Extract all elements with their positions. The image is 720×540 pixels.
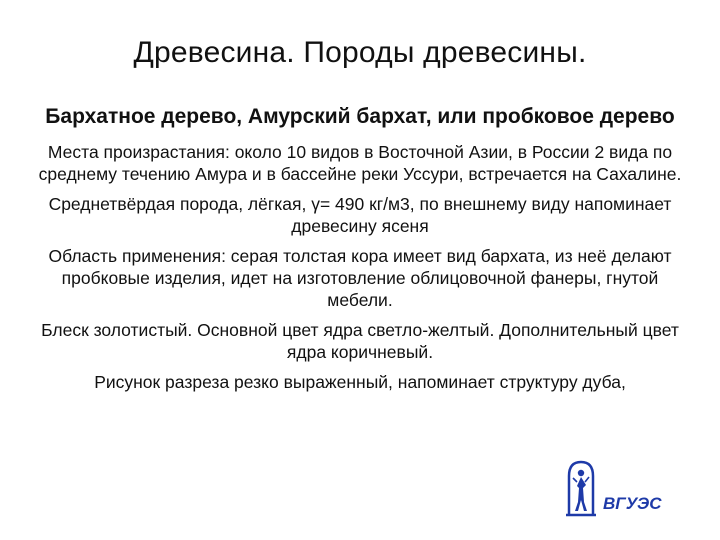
paragraph-luster-color: Блеск золотистый. Основной цвет ядра светло-желтый. Дополнительный цвет ядра коричневый.	[41, 320, 679, 362]
paragraph-density: Среднетвёрдая порода, лёгкая, γ= 490 кг/м3, по внешнему виду напоминает древесину ясеня	[48, 194, 672, 236]
slide-subtitle: Бархатное дерево, Амурский бархат, или пробковое дерево	[45, 105, 675, 128]
paragraph-application: Область применения: серая толстая кора имеет вид бархата, из неё делают пробковые изделия, идет на изготовление облицовочной фанеры, гнутой мебели.	[48, 246, 672, 310]
slide-title: Древесина. Породы древесины.	[133, 36, 587, 69]
logo-text: ВГУЭС	[603, 494, 662, 513]
university-logo	[563, 458, 673, 518]
paragraph-habitat: Места произрастания: около 10 видов в Восточной Азии, в России 2 вида по среднему течению Амура и в бассейне реки Уссури, встречается на Сахалине.	[38, 142, 682, 184]
university-emblem-icon	[563, 458, 673, 518]
slide-body	[30, 103, 690, 401]
paragraph-pattern: Рисунок разреза резко выраженный, напоминает структуру дуба,	[94, 372, 626, 392]
